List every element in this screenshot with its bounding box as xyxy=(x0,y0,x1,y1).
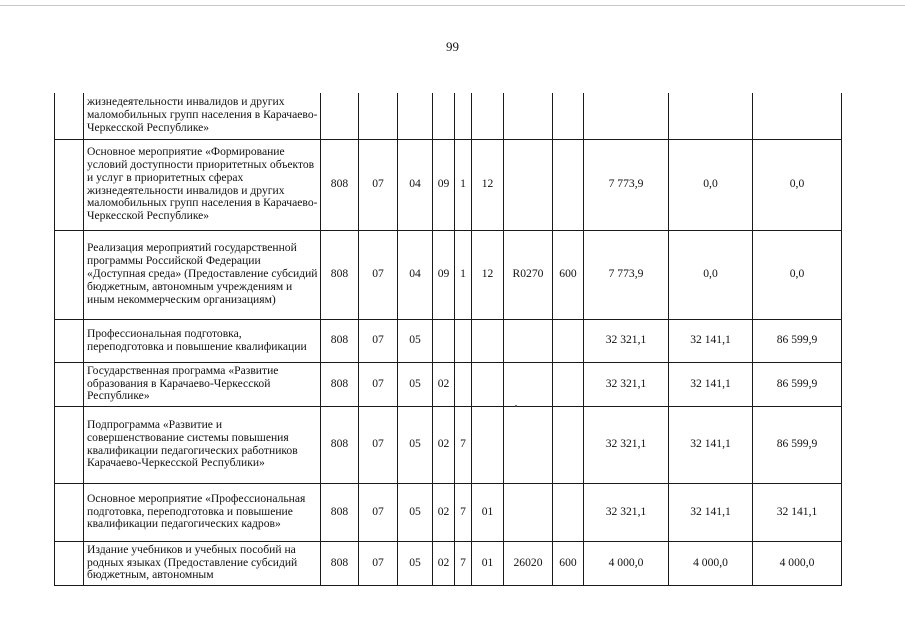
ministry-code-cell: 808 xyxy=(321,139,359,230)
ministry-code-cell: 808 xyxy=(321,230,359,319)
expense-type-code-cell xyxy=(553,362,584,406)
amount-2025-cell xyxy=(669,93,753,139)
amount-2026-cell: 86 599,9 xyxy=(753,362,842,406)
amount-2024-cell xyxy=(584,93,669,139)
amount-2026-cell xyxy=(753,93,842,139)
table-row xyxy=(55,362,842,406)
direction-code-cell xyxy=(504,483,553,541)
subprogram-code-cell: 7 xyxy=(455,541,472,585)
subprogram-code-cell: 1 xyxy=(455,139,472,230)
event-code-cell xyxy=(472,93,504,139)
amount-2025-cell: 4 000,0 xyxy=(669,541,753,585)
subprogram-code-cell xyxy=(455,93,472,139)
row-name-cell: жизнедеятельности инвалидов и других маломобильных групп населения в Карачаево-Черкесской Республике» xyxy=(84,93,321,139)
row-name-cell: Реализация мероприятий государственной программы Российской Федерации «Доступная среда» (Предоставление субсидий бюджетным, автономным учреждениям и иным некоммерческим организациям) xyxy=(84,230,321,319)
amount-2024-cell: 7 773,9 xyxy=(584,139,669,230)
event-code-cell xyxy=(472,406,504,483)
table-row xyxy=(55,139,842,230)
program-code-cell: 02 xyxy=(433,406,455,483)
amount-2026-cell: 4 000,0 xyxy=(753,541,842,585)
table-row xyxy=(55,319,842,362)
amount-2026-cell: 0,0 xyxy=(753,230,842,319)
subsection-code-cell: 05 xyxy=(398,483,433,541)
row-name-cell: Основное мероприятие «Формирование условий доступности приоритетных объектов и услуг в приоритетных сферах жизнедеятельности инвалидов и других маломобильных групп населения в Карачаево-Черкесской Республике» xyxy=(84,139,321,230)
row-index-cell xyxy=(55,230,84,319)
table-body xyxy=(55,93,842,585)
subsection-code-cell xyxy=(398,93,433,139)
subsection-code-cell: 05 xyxy=(398,319,433,362)
program-code-cell: 09 xyxy=(433,230,455,319)
subsection-code-cell: 05 xyxy=(398,541,433,585)
amount-2024-cell: 7 773,9 xyxy=(584,230,669,319)
event-code-cell: 01 xyxy=(472,483,504,541)
amount-2024-cell: 32 321,1 xyxy=(584,319,669,362)
table-row xyxy=(55,483,842,541)
table-row xyxy=(55,230,842,319)
section-code-cell: 07 xyxy=(359,230,398,319)
amount-2025-cell: 32 141,1 xyxy=(669,319,753,362)
direction-code-cell: R0270 xyxy=(504,230,553,319)
row-index-cell xyxy=(55,406,84,483)
section-code-cell: 07 xyxy=(359,139,398,230)
subsection-code-cell: 04 xyxy=(398,139,433,230)
scan-speck xyxy=(515,405,517,407)
ministry-code-cell: 808 xyxy=(321,319,359,362)
row-index-cell xyxy=(55,93,84,139)
amount-2024-cell: 32 321,1 xyxy=(584,406,669,483)
amount-2024-cell: 32 321,1 xyxy=(584,362,669,406)
subprogram-code-cell xyxy=(455,362,472,406)
direction-code-cell xyxy=(504,362,553,406)
row-index-cell xyxy=(55,541,84,585)
subprogram-code-cell: 7 xyxy=(455,483,472,541)
expense-type-code-cell xyxy=(553,319,584,362)
event-code-cell xyxy=(472,362,504,406)
subsection-code-cell: 05 xyxy=(398,406,433,483)
amount-2024-cell: 4 000,0 xyxy=(584,541,669,585)
program-code-cell: 02 xyxy=(433,541,455,585)
section-code-cell: 07 xyxy=(359,483,398,541)
section-code-cell: 07 xyxy=(359,319,398,362)
section-code-cell: 07 xyxy=(359,362,398,406)
program-code-cell: 02 xyxy=(433,362,455,406)
amount-2025-cell: 0,0 xyxy=(669,230,753,319)
program-code-cell xyxy=(433,319,455,362)
direction-code-cell: 26020 xyxy=(504,541,553,585)
row-index-cell xyxy=(55,319,84,362)
ministry-code-cell: 808 xyxy=(321,541,359,585)
amount-2026-cell: 86 599,9 xyxy=(753,319,842,362)
direction-code-cell xyxy=(504,406,553,483)
table-row xyxy=(55,541,842,585)
row-name-cell: Государственная программа «Развитие образования в Карачаево-Черкесской Республике» xyxy=(84,362,321,406)
subprogram-code-cell xyxy=(455,319,472,362)
ministry-code-cell: 808 xyxy=(321,406,359,483)
amount-2025-cell: 0,0 xyxy=(669,139,753,230)
row-name-cell: Основное мероприятие «Профессиональная подготовка, переподготовка и повышение квалификации педагогических кадров» xyxy=(84,483,321,541)
amount-2024-cell: 32 321,1 xyxy=(584,483,669,541)
row-name-cell: Профессиональная подготовка, переподготовка и повышение квалификации xyxy=(84,319,321,362)
section-code-cell: 07 xyxy=(359,406,398,483)
event-code-cell: 01 xyxy=(472,541,504,585)
expense-type-code-cell xyxy=(553,406,584,483)
program-code-cell: 02 xyxy=(433,483,455,541)
ministry-code-cell: 808 xyxy=(321,483,359,541)
amount-2026-cell: 86 599,9 xyxy=(753,406,842,483)
ministry-code-cell xyxy=(321,93,359,139)
subsection-code-cell: 04 xyxy=(398,230,433,319)
expense-type-code-cell: 600 xyxy=(553,230,584,319)
event-code-cell: 12 xyxy=(472,139,504,230)
direction-code-cell xyxy=(504,319,553,362)
amount-2025-cell: 32 141,1 xyxy=(669,406,753,483)
row-index-cell xyxy=(55,483,84,541)
ministry-code-cell: 808 xyxy=(321,362,359,406)
row-index-cell xyxy=(55,362,84,406)
table-row xyxy=(55,93,842,139)
subsection-code-cell: 05 xyxy=(398,362,433,406)
scan-top-edge xyxy=(0,5,905,6)
program-code-cell: 09 xyxy=(433,139,455,230)
program-code-cell xyxy=(433,93,455,139)
row-name-cell: Подпрограмма «Развитие и совершенствование системы повышения квалификации педагогических работников Карачаево-Черкесской Республики» xyxy=(84,406,321,483)
page-number: 99 xyxy=(446,39,459,54)
amount-2025-cell: 32 141,1 xyxy=(669,483,753,541)
section-code-cell: 07 xyxy=(359,541,398,585)
expense-type-code-cell: 600 xyxy=(553,541,584,585)
event-code-cell xyxy=(472,319,504,362)
budget-table xyxy=(54,93,842,586)
expense-type-code-cell xyxy=(553,483,584,541)
row-index-cell xyxy=(55,139,84,230)
event-code-cell: 12 xyxy=(472,230,504,319)
direction-code-cell xyxy=(504,139,553,230)
table-row xyxy=(55,406,842,483)
expense-type-code-cell xyxy=(553,139,584,230)
section-code-cell xyxy=(359,93,398,139)
row-name-cell: Издание учебников и учебных пособий на родных языках (Предоставление субсидий бюджетным, автономным xyxy=(84,541,321,585)
amount-2025-cell: 32 141,1 xyxy=(669,362,753,406)
expense-type-code-cell xyxy=(553,93,584,139)
subprogram-code-cell: 7 xyxy=(455,406,472,483)
amount-2026-cell: 0,0 xyxy=(753,139,842,230)
subprogram-code-cell: 1 xyxy=(455,230,472,319)
amount-2026-cell: 32 141,1 xyxy=(753,483,842,541)
direction-code-cell xyxy=(504,93,553,139)
